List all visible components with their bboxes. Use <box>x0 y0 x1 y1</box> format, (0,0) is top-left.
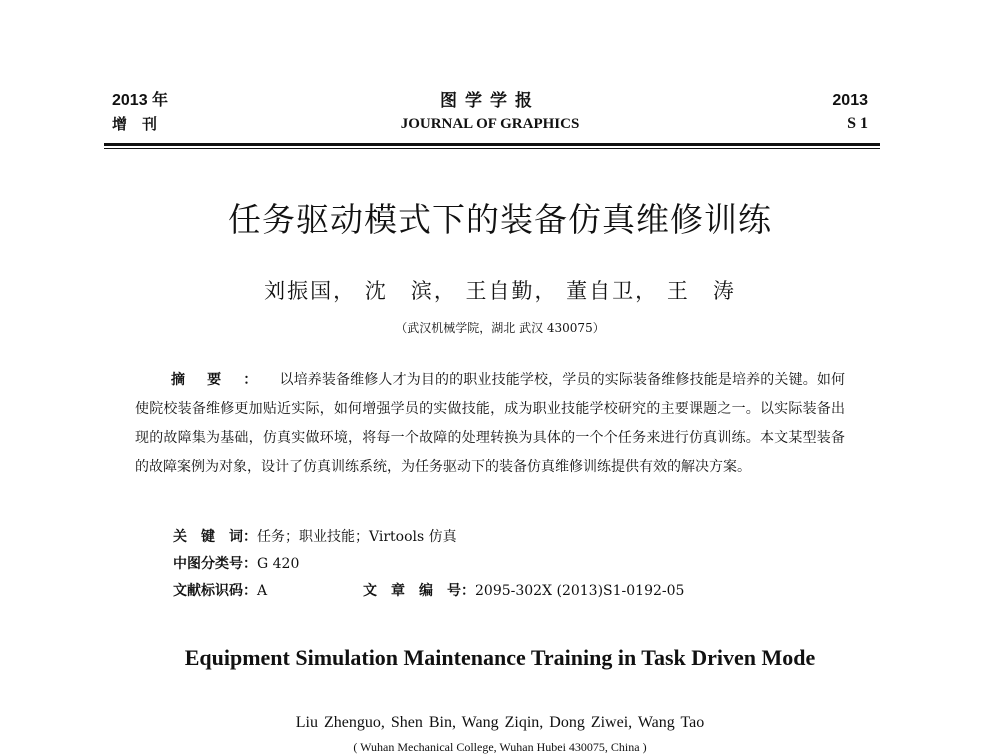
doc-code-line <box>173 578 685 604</box>
paper-title-cn: 任务驱动模式下的装备仿真维修训练 <box>228 200 772 239</box>
affiliation-cn: （武汉机械学院，湖北 武汉 430075） <box>395 321 605 335</box>
article-number-label: 文 章 编 号： <box>363 583 475 599</box>
journal-name-en: JOURNAL OF GRAPHICS <box>400 116 580 132</box>
article-number <box>363 578 684 604</box>
clc-value: G 420 <box>257 556 300 572</box>
keywords-line <box>173 524 457 550</box>
author-list-cn: 刘振国， 沈 滨， 王自勤， 董自卫， 王 涛 <box>264 279 736 303</box>
author-list-en: Liu Zhenguo, Shen Bin, Wang Ziqin, Dong Ziwei, Wang Tao <box>295 714 705 731</box>
abstract-label: 摘要： <box>171 372 280 388</box>
journal-header <box>112 86 868 148</box>
clc-line <box>173 551 299 577</box>
abstract-cn <box>135 366 845 482</box>
keywords-label: 关 键 词： <box>173 529 257 545</box>
clc-label: 中图分类号： <box>173 556 257 572</box>
affiliation-en: ( Wuhan Mechanical College, Wuhan Hubei 430075, China ) <box>353 740 647 754</box>
header-year-right: 2013 <box>832 92 868 109</box>
doc-code-value: A <box>257 583 268 599</box>
header-year-left: 2013 年 <box>112 92 169 109</box>
journal-name-cn: 图学学报 <box>440 91 540 111</box>
keywords-value: 任务；职业技能；Virtools 仿真 <box>257 529 457 545</box>
header-rule-thin <box>104 148 880 149</box>
header-issue-left: 增 刊 <box>112 115 158 133</box>
paper-title-en: Equipment Simulation Maintenance Training in Task Driven Mode <box>184 645 816 670</box>
abstract-text: 以培养装备维修人才为目的的职业技能学校，学员的实际装备维修技能是培养的关键。如何使院校装备维修更加贴近实际，如何增强学员的实做技能，成为职业技能学校研究的主要课题之一。以实际装备出现的故障集为基础，仿真实做环境，将每一个故障的处理转换为具体的一个个任务来进行仿真训练。本文某型装备的故障案例为对象，设计了仿真训练系统，为任务驱动下的装备仿真维修训练提供有效的解决方案。 <box>135 372 846 475</box>
doc-code-label: 文献标识码： <box>173 583 257 599</box>
header-issue-right: S 1 <box>847 115 868 132</box>
article-number-value: 2095-302X (2013)S1-0192-05 <box>475 583 685 599</box>
header-rule-thick <box>104 143 880 146</box>
